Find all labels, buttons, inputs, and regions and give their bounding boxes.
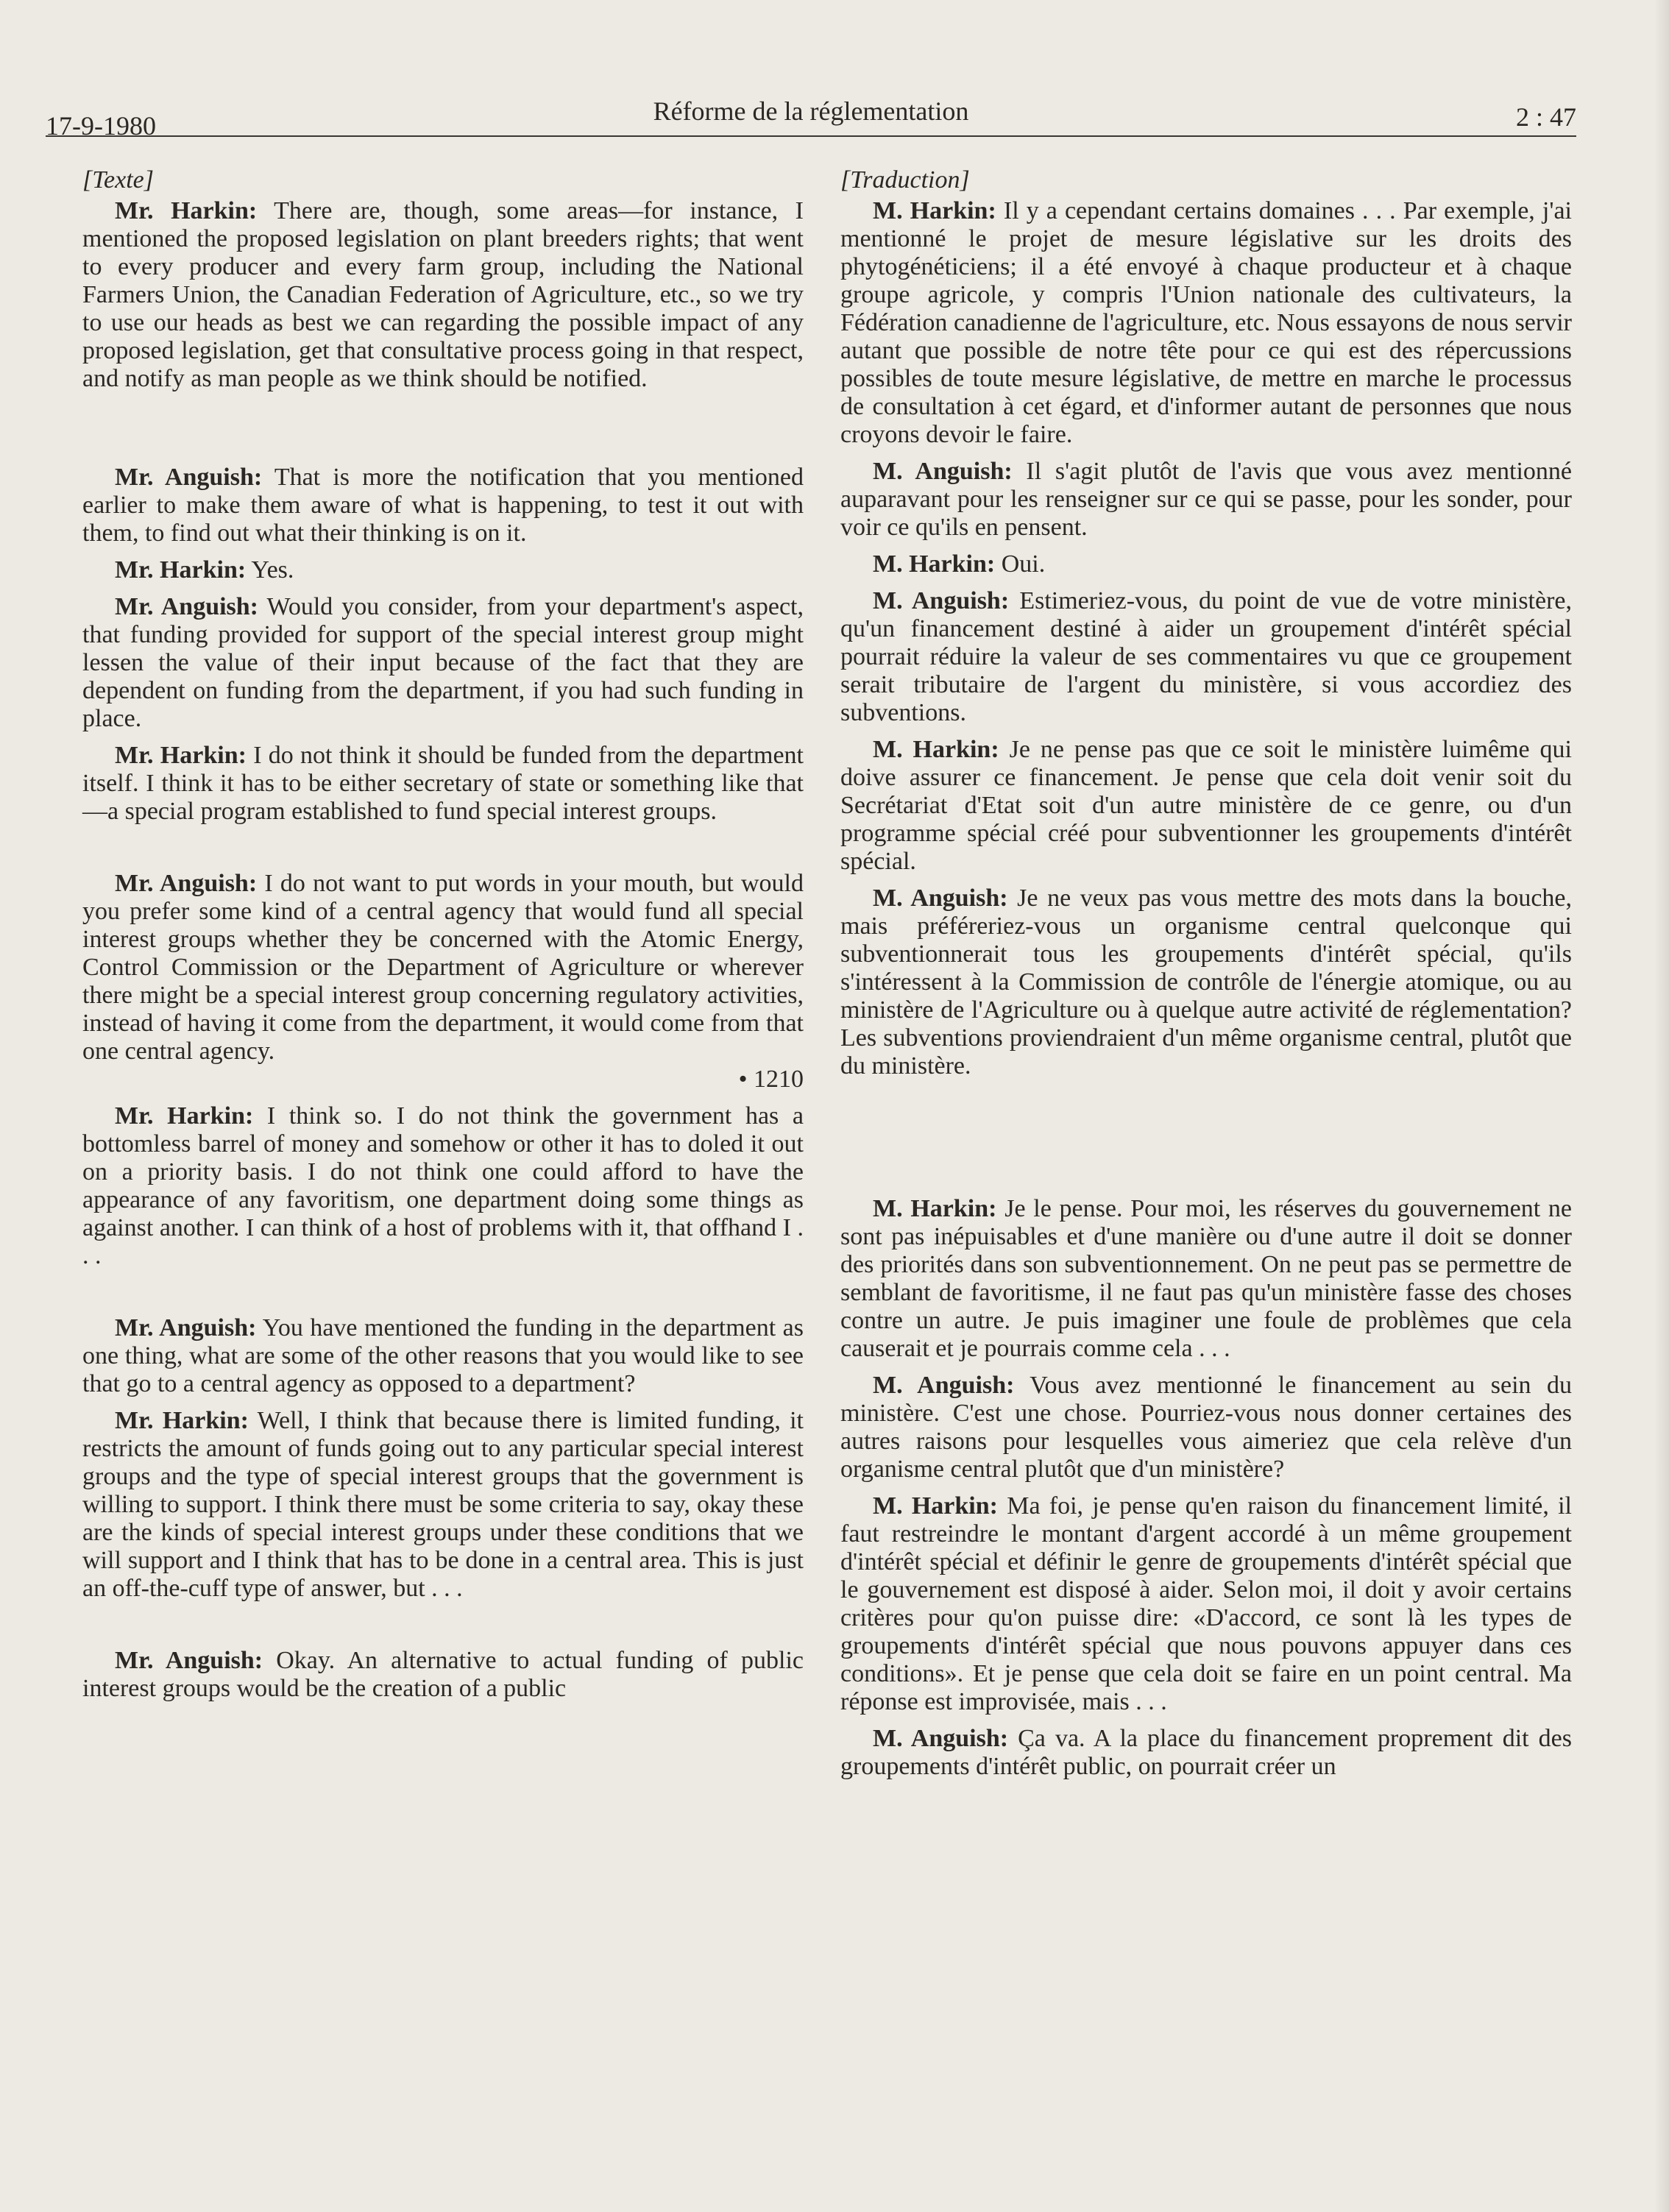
french-column	[840, 166, 1572, 1781]
english-column	[82, 166, 804, 1703]
speech-text: Okay. An alternative to actual funding of public interest groups would be the creation of a public	[82, 1647, 804, 1702]
right-paragraph-5	[840, 736, 1572, 876]
speech-text: There are, though, some areas—for instance, I mentioned the proposed legislation on plant breeders rights; that went to every producer and every farm group, including the National Farmers Union, the Canadian Federation of Agriculture, etc., so we try to use our heads as best we can regarding the possible impact of any proposed legislation, get that consultative process going in that respect, and notify as man people as we think should be notified.	[82, 197, 804, 392]
left-paragraph-3	[82, 556, 804, 584]
header-rule	[46, 135, 1576, 137]
speech-text: Would you consider, from your department's aspect, that funding provided for support of the special interest group might lessen the value of their input because of the fact that they are dependent on funding from the department, if you had such funding in place.	[82, 593, 804, 732]
speaker-name: Mr. Anguish:	[115, 464, 263, 491]
speech-text: Yes.	[246, 556, 294, 584]
speaker-name: Mr. Anguish:	[115, 1647, 263, 1674]
speaker-name: M. Anguish:	[873, 587, 1010, 614]
right-paragraph-7	[840, 1195, 1572, 1363]
left-paragraph-4	[82, 593, 804, 733]
speech-text: Il y a cependant certains domaines . . . Par exemple, j'ai mentionné le projet de mesure législative sur les droits des phytogénéticiens; il a été envoyé à chaque producteur et à chaque groupe agricole, y compris l'Union nationale des cultivateurs, la Fédération canadienne de l'agriculture, etc. Nous essayons de nous servir autant que possible de notre tête pour ce qui est des répercussions possibles de toute mesure législative, de mettre en marche le processus de consultation à cet égard, et d'informer autant de personnes que nous croyons devoir le faire.	[840, 197, 1572, 448]
right-paragraph-4	[840, 587, 1572, 727]
speech-text: Il s'agit plutôt de l'avis que vous avez mentionné auparavant pour les renseigner sur ce qui se passe, pour les sonder, pour voir ce qu'ils en pensent.	[840, 458, 1572, 541]
speech-text: I think so. I do not think the government has a bottomless barrel of money and somehow or other it has to doled it out on a priority basis. I do not think one could afford to have the appearance of any favoritism, one department doing some things as against another. I can think of a host of problems with it, that offhand I . . .	[82, 1102, 804, 1269]
speech-text: Je ne pense pas que ce soit le ministère luimême qui doive assurer ce financement. Je pense que cela doit venir soit du Secrétariat d'Etat soit d'un autre ministère de ce genre, ou d'un programme spécial créé pour subventionner les groupements d'intérêt spécial.	[840, 736, 1572, 875]
speech-text: Estimeriez-vous, du point de vue de votre ministère, qu'un financement destiné à aider un groupement d'intérêt spécial pourrait réduire la valeur de ses commentaires vu que ce groupement serait tributaire de l'argent du ministère, si vous accordiez des subventions.	[840, 587, 1572, 726]
speaker-name: Mr. Harkin:	[115, 1102, 254, 1130]
left-paragraph-10	[82, 1647, 804, 1703]
section-label-traduction: [Traduction]	[840, 166, 970, 194]
right-paragraph-8	[840, 1372, 1572, 1483]
speech-text: Oui.	[995, 550, 1046, 578]
speech-text: Je ne veux pas vous mettre des mots dans la bouche, mais préféreriez-vous un organisme central quelconque qui subventionnerait tous les groupements d'intérêt spécial, qu'ils s'intéressent à la Commission de contrôle de l'énergie atomique, ou au ministère de l'Agriculture ou à quelque autre activité de réglementation? Les subventions proviendraient d'un même organisme central, plutôt que du ministère.	[840, 885, 1572, 1080]
speaker-name: Mr. Harkin:	[115, 1407, 249, 1434]
page-header	[46, 94, 1576, 141]
left-paragraph-7	[82, 1102, 804, 1270]
speech-text: Well, I think that because there is limited funding, it restricts the amount of funds going out to any particular special interest groups and the type of special interest groups that the government is willing to support. I think there must be some criteria to say, okay these are the kinds of special interest groups under these conditions that we will support and I think that has to be done in a central area. This is just an off-the-cuff type of answer, but . . .	[82, 1407, 804, 1602]
right-paragraph-3	[840, 550, 1572, 578]
right-paragraph-6	[840, 885, 1572, 1080]
speaker-name: M. Anguish:	[873, 1725, 1009, 1752]
speech-text: I do not want to put words in your mouth, but would you prefer some kind of a central agency that would fund all special interest groups whether they be concerned with the Atomic Energy, Control Commission or the Department of Agriculture or wherever there might be a special interest group concerning regulatory activities, instead of having it come from the department, it would come from that one central agency.	[82, 870, 804, 1065]
section-label-texte: [Texte]	[82, 166, 154, 194]
left-paragraph-5	[82, 742, 804, 826]
right-paragraph-9	[840, 1492, 1572, 1716]
left-paragraph-6	[82, 870, 804, 1066]
page-edge-shadow	[1654, 0, 1669, 2212]
left-paragraph-9	[82, 1407, 804, 1603]
speaker-name: Mr. Anguish:	[115, 1314, 257, 1341]
right-paragraph-1	[840, 197, 1572, 449]
speech-text: You have mentioned the funding in the department as one thing, what are some of the other reasons that you would like to see that go to a central agency as opposed to a department?	[82, 1314, 804, 1397]
speaker-name: Mr. Harkin:	[115, 556, 247, 584]
speaker-name: Mr. Anguish:	[115, 870, 258, 897]
speaker-name: Mr. Anguish:	[115, 593, 259, 620]
speaker-name: M. Harkin:	[873, 1492, 998, 1520]
speaker-name: Mr. Harkin:	[115, 742, 247, 769]
speaker-name: M. Anguish:	[873, 885, 1008, 912]
left-paragraph-2	[82, 464, 804, 547]
speaker-name: M. Anguish:	[873, 458, 1013, 485]
speech-text: I do not think it should be funded from the department itself. I think it has to be either secretary of state or something like that—a special program established to fund special interest groups.	[82, 742, 804, 825]
speaker-name: Mr. Harkin:	[115, 197, 258, 224]
speech-text: Ma foi, je pense qu'en raison du financement limité, il faut restreindre le montant d'argent accordé à un même groupement d'intérêt spécial et définir le genre de groupements d'intérêt spécial que le gouvernement est disposé à aider. Selon moi, il doit y avoir certains critères pour qu'on puisse dire: «D'accord, ce sont là les types de groupements d'intérêt spécial que nous pouvons appuyer dans ces conditions». Et je pense que cela doit se faire en un point central. Ma réponse est improvisée, mais . . .	[840, 1492, 1572, 1715]
header-date: 17-9-1980	[46, 111, 156, 141]
header-page-number: 2 : 47	[1515, 102, 1576, 132]
speech-text: Ça va. A la place du financement proprement dit des groupements d'intérêt public, on pourrait créer un	[840, 1725, 1573, 1780]
header-title: Réforme de la réglementation	[653, 96, 969, 126]
speaker-name: M. Harkin:	[873, 197, 996, 224]
right-paragraph-10	[840, 1725, 1572, 1781]
speaker-name: M. Anguish:	[873, 1372, 1015, 1399]
time-marker: • 1210	[738, 1066, 804, 1093]
speech-text: That is more the notification that you mentioned earlier to make them aware of what is happening, to test it out with them, to find out what their thinking is on it.	[82, 464, 804, 547]
speech-text: Je le pense. Pour moi, les réserves du gouvernement ne sont pas inépuisables et d'une manière ou d'une autre il doit se donner des priorités dans son subventionnement. On ne peut pas se permettre de semblant de favoritisme, il ne faut pas qu'un ministère fasse des choses contre un autre. Je puis imaginer une foule de problèmes que cela causerait et je pourrais comme cela . . .	[840, 1195, 1573, 1362]
right-paragraph-2	[840, 458, 1572, 542]
left-paragraph-8	[82, 1314, 804, 1398]
speaker-name: M. Harkin:	[873, 550, 996, 578]
speaker-name: M. Harkin:	[873, 736, 999, 763]
left-paragraph-1	[82, 197, 804, 393]
speech-text: Vous avez mentionné le financement au sein du ministère. C'est une chose. Pourriez-vous nous donner certaines des autres raisons pour lesquelles vous aimeriez que cela relève d'un organisme central plutôt que d'un ministère?	[840, 1372, 1572, 1483]
speaker-name: M. Harkin:	[873, 1195, 997, 1222]
